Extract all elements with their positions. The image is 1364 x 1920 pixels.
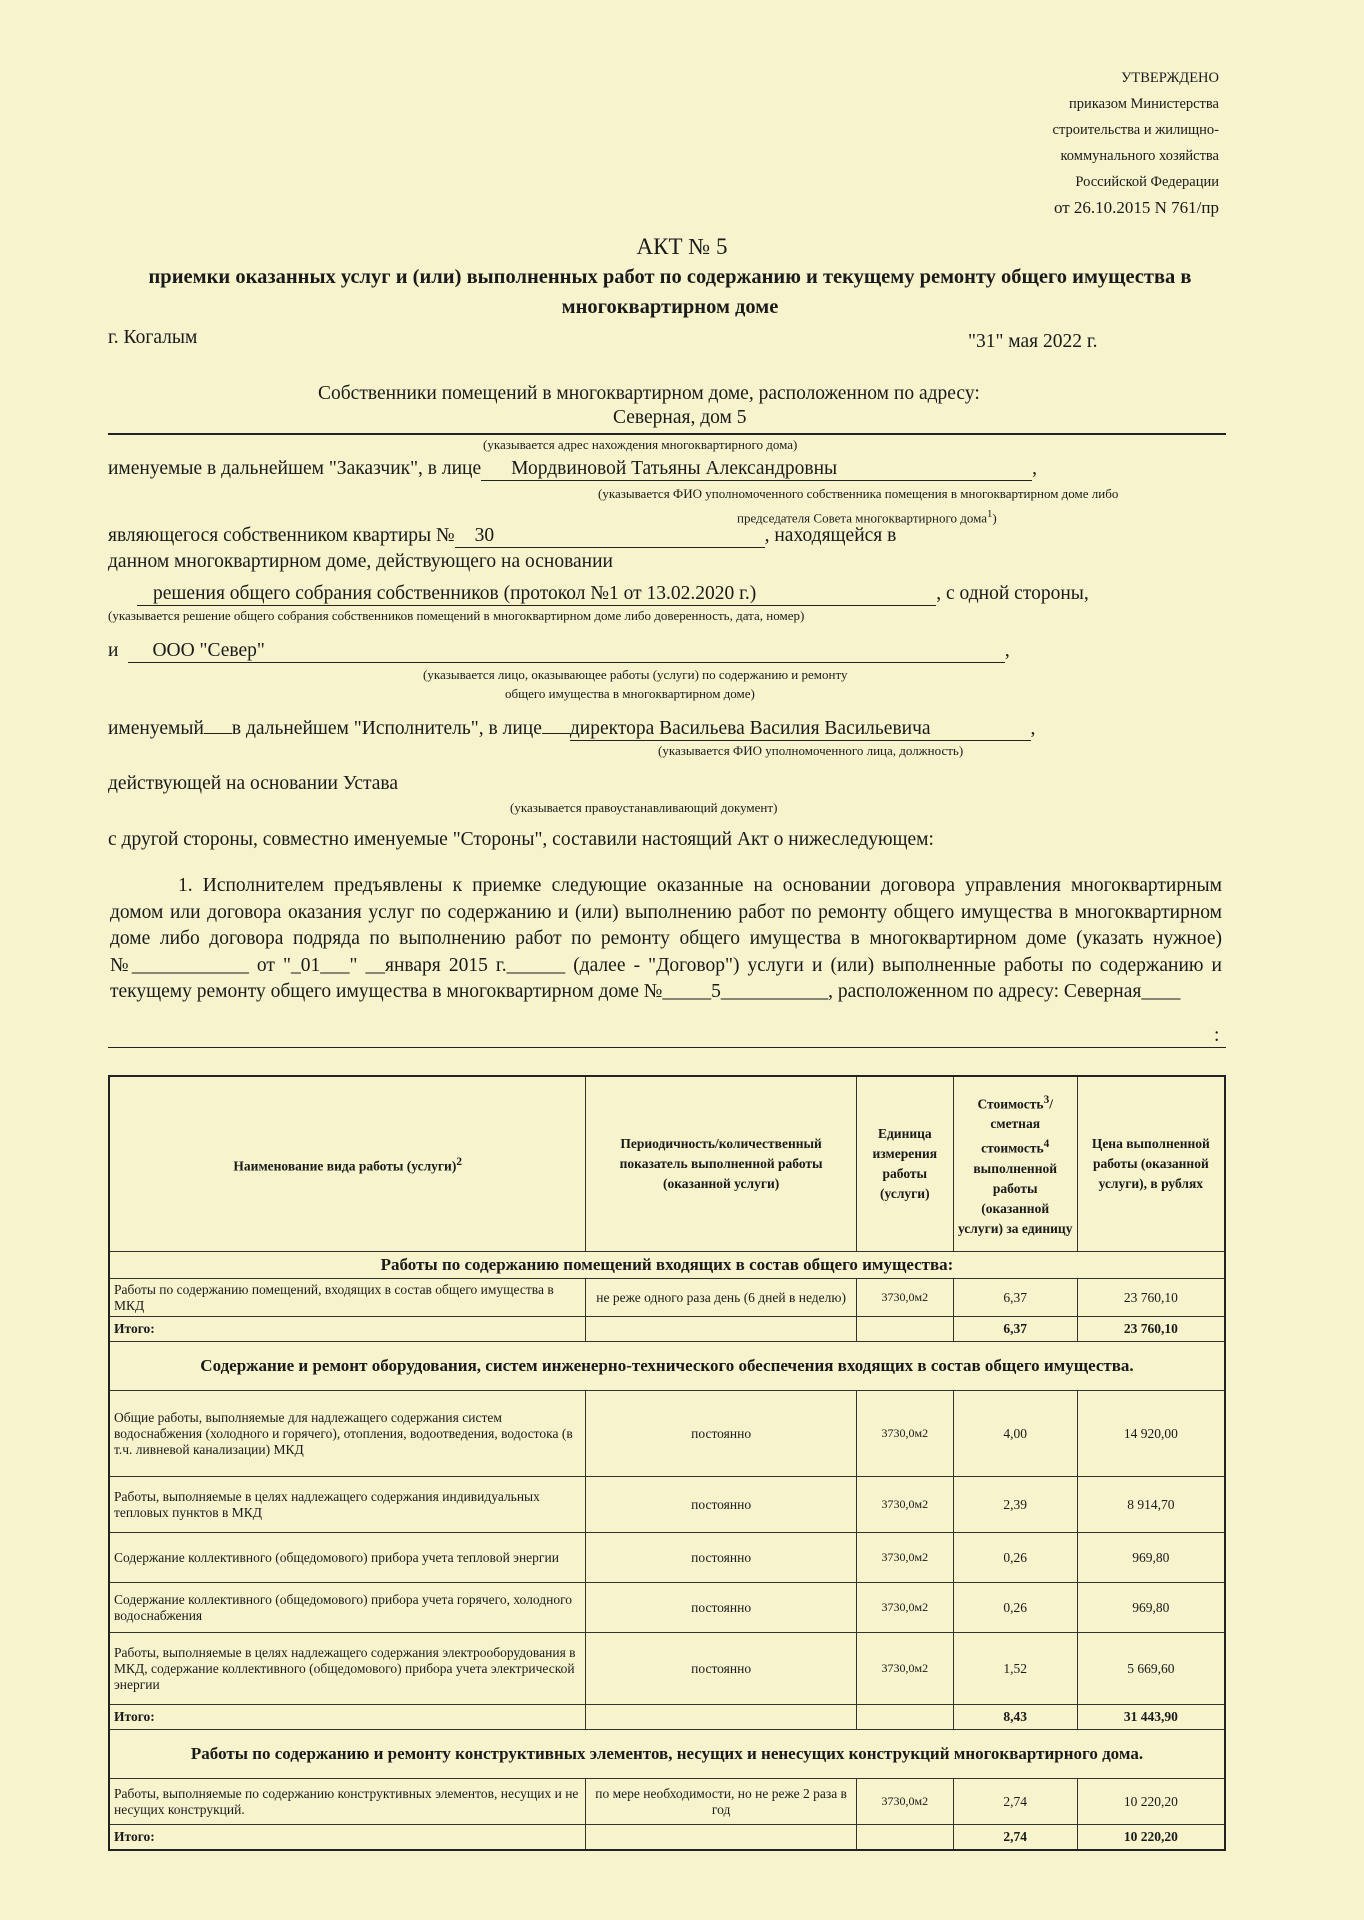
footnote-ref: 2 bbox=[456, 1155, 462, 1168]
contractor-prefix: именуемый bbox=[108, 718, 204, 739]
customer-basis bbox=[137, 583, 936, 606]
address-continuation-line bbox=[108, 1047, 1226, 1048]
customer-hint-1: (указывается ФИО уполномоченного собственника помещения в многоквартирном доме либо bbox=[598, 486, 1119, 501]
apartment-number bbox=[455, 525, 765, 548]
customer-hint-2-text: председателя Совета многоквартирного дома bbox=[737, 510, 987, 526]
act-title: АКТ № 5 bbox=[636, 234, 728, 259]
cell-name: Содержание коллективного (общедомового) прибора учета тепловой энергии bbox=[109, 1533, 586, 1583]
paragraph-1: 1. Исполнителем предъявлены к приемке следующие оказанные на основании договора управления многоквартирным домом или договора оказания услуг по содержанию и (или) выполнению работ по ремонту общего имущества в многоквартирном доме либо договора подряда по выполнению работ по ремонту общего имущества в многоквартирном доме (указать нужное) №____________ от "_01___" __января 2015 г.______ (далее - "Договор") услуги и (или) выполненные работы по содержанию и текущему ремонту общего имущества в многоквартирном доме №_____5___________, расположенном по адресу: Северная____ bbox=[110, 875, 1222, 1002]
apartment-suffix: , находящейся в bbox=[764, 525, 897, 546]
section-row bbox=[109, 1730, 1225, 1779]
cell-unit: 3730,0м2 bbox=[856, 1633, 953, 1705]
total-label: Итого: bbox=[109, 1705, 586, 1730]
cell-unit: 3730,0м2 bbox=[856, 1391, 953, 1477]
contractor-person-hint: (указывается ФИО уполномоченного лица, должность) bbox=[658, 743, 964, 758]
table-row bbox=[109, 1633, 1225, 1705]
cell-price: 10 220,20 bbox=[1077, 1779, 1225, 1825]
approval-line: от 26.10.2015 N 761/пр bbox=[1053, 198, 1219, 217]
cell-unit: 3730,0м2 bbox=[856, 1533, 953, 1583]
total-label: Итого: bbox=[109, 1825, 586, 1851]
cell-frequency: по мере необходимости, но не реже 2 раза в год bbox=[586, 1779, 856, 1825]
header-unit: Единица измерения работы (услуги) bbox=[856, 1076, 953, 1252]
contractor-org-text: ООО "Север" bbox=[152, 640, 265, 661]
table-header-row bbox=[109, 1076, 1225, 1252]
section-row bbox=[109, 1342, 1225, 1391]
contractor-basis-hint: (указывается правоустанавливающий документ) bbox=[510, 800, 778, 815]
contractor-person-text: директора Васильева Василия Васильевича bbox=[569, 718, 931, 739]
header-cost-b: /сметная стоимость bbox=[981, 1096, 1053, 1156]
table-row bbox=[109, 1533, 1225, 1583]
table-row bbox=[109, 1279, 1225, 1317]
customer-line: именуемые в дальнейшем "Заказчик", в лице Мордвиновой Татьяны Александровны , bbox=[108, 458, 1037, 479]
customer-basis-line bbox=[137, 583, 1089, 606]
basis-line: данном многоквартирном доме, действующего на основании bbox=[108, 551, 613, 572]
total-cost: 2,74 bbox=[953, 1825, 1077, 1851]
cell-price: 5 669,60 bbox=[1077, 1633, 1225, 1705]
approval-line: коммунального хозяйства bbox=[1060, 148, 1219, 164]
header-frequency: Периодичность/количественный показатель выполненной работы (оказанной услуги) bbox=[586, 1076, 856, 1252]
section-title: Работы по содержанию помещений входящих в состав общего имущества: bbox=[109, 1252, 1225, 1279]
cell-cost: 0,26 bbox=[953, 1583, 1077, 1633]
header-cost-a: Стоимость bbox=[977, 1096, 1044, 1111]
cell-frequency: постоянно bbox=[586, 1391, 856, 1477]
contractor-hint-2: общего имущества в многоквартирном доме) bbox=[505, 686, 755, 701]
footnote-ref: 1 bbox=[986, 508, 993, 520]
cell-price: 23 760,10 bbox=[1077, 1279, 1225, 1317]
cell-price: 8 914,70 bbox=[1077, 1477, 1225, 1533]
total-row bbox=[109, 1705, 1225, 1730]
customer-prefix: именуемые в дальнейшем "Заказчик", в лице bbox=[108, 458, 482, 479]
cell-name: Работы, выполняемые по содержанию конструктивных элементов, несущих и не несущих конструкций. bbox=[109, 1779, 586, 1825]
section-title: Содержание и ремонт оборудования, систем инженерно-технического обеспечения входящих в состав общего имущества. bbox=[109, 1342, 1225, 1391]
cell-frequency: не реже одного раза день (6 дней в неделю) bbox=[586, 1279, 856, 1317]
cell-frequency: постоянно bbox=[586, 1583, 856, 1633]
customer-side: , с одной стороны, bbox=[936, 583, 1089, 604]
footnote-ref: 3 bbox=[1043, 1093, 1050, 1106]
customer-hint-2-end: ) bbox=[992, 510, 997, 526]
cell-unit: 3730,0м2 bbox=[856, 1583, 953, 1633]
contractor-org bbox=[128, 640, 1004, 663]
header-price: Цена выполненной работы (оказанной услуги), в рублях bbox=[1077, 1076, 1225, 1252]
customer-basis-text: решения общего собрания собственников (протокол №1 от 13.02.2020 г.) bbox=[153, 583, 757, 604]
cell-price: 969,80 bbox=[1077, 1583, 1225, 1633]
apartment-prefix: являющегося собственником квартиры № bbox=[108, 525, 455, 546]
cell-frequency: постоянно bbox=[586, 1633, 856, 1705]
approval-line: строительства и жилищно- bbox=[1052, 122, 1219, 138]
other-side-line: с другой стороны, совместно именуемые "Стороны", составили настоящий Акт о нижеследующем: bbox=[108, 829, 934, 850]
cell-cost: 0,26 bbox=[953, 1533, 1077, 1583]
cell-name: Работы, выполняемые в целях надлежащего содержания индивидуальных тепловых пунктов в МКД bbox=[109, 1477, 586, 1533]
header-name bbox=[109, 1076, 586, 1252]
table-row bbox=[109, 1583, 1225, 1633]
approval-line: УТВЕРЖДЕНО bbox=[1121, 70, 1219, 86]
cell-price: 14 920,00 bbox=[1077, 1391, 1225, 1477]
cell-cost: 4,00 bbox=[953, 1391, 1077, 1477]
cell-name: Общие работы, выполняемые для надлежащего содержания систем водоснабжения (холодного и горячего), отопления, водоотведения, водостока (в т.ч. ливневой канализации) МКД bbox=[109, 1391, 586, 1477]
cell-frequency: постоянно bbox=[586, 1533, 856, 1583]
cell-name: Работы по содержанию помещений, входящих в состав общего имущества в МКД bbox=[109, 1279, 586, 1317]
footnote-ref: 4 bbox=[1043, 1138, 1050, 1150]
cell-frequency: постоянно bbox=[586, 1477, 856, 1533]
table-row bbox=[109, 1779, 1225, 1825]
contractor-hint-1: (указывается лицо, оказывающее работы (услуги) по содержанию и ремонту bbox=[423, 667, 848, 682]
cell-cost: 6,37 bbox=[953, 1279, 1077, 1317]
apartment-line bbox=[108, 525, 896, 548]
total-price: 31 443,90 bbox=[1077, 1705, 1225, 1730]
header-name-text: Наименование вида работы (услуги) bbox=[233, 1158, 457, 1174]
act-date: "31" мая 2022 г. bbox=[968, 331, 1098, 352]
cell-cost: 2,39 bbox=[953, 1477, 1077, 1533]
contractor-basis: действующей на основании Устава bbox=[108, 773, 398, 794]
header-cost bbox=[953, 1076, 1077, 1252]
act-subtitle: приемки оказанных услуг и (или) выполненных работ по содержанию и текущему ремонту общего имущества в многоквартирном доме bbox=[148, 266, 1192, 318]
address-value: Северная, дом 5 bbox=[613, 407, 747, 428]
table-row bbox=[109, 1391, 1225, 1477]
apartment-number-text: 30 bbox=[474, 525, 495, 546]
contractor-person bbox=[570, 718, 1031, 741]
colon: : bbox=[1214, 1025, 1220, 1046]
cell-unit: 3730,0м2 bbox=[856, 1477, 953, 1533]
total-row bbox=[109, 1317, 1225, 1342]
address-underline bbox=[108, 433, 1226, 435]
cell-unit: 3730,0м2 bbox=[856, 1779, 953, 1825]
cell-cost: 2,74 bbox=[953, 1779, 1077, 1825]
cell-unit: 3730,0м2 bbox=[856, 1279, 953, 1317]
total-row bbox=[109, 1825, 1225, 1851]
total-cost: 6,37 bbox=[953, 1317, 1077, 1342]
approval-stamp bbox=[1053, 65, 1219, 221]
approval-line: Российской Федерации bbox=[1075, 174, 1219, 190]
contractor-mid: в дальнейшем "Исполнитель", в лице bbox=[231, 718, 542, 739]
cell-price: 969,80 bbox=[1077, 1533, 1225, 1583]
contractor-and: и bbox=[108, 640, 119, 661]
basis-hint: (указывается решение общего собрания собственников помещений в многоквартирном доме либо доверенность, дата, номер) bbox=[108, 608, 805, 623]
total-label: Итого: bbox=[109, 1317, 586, 1342]
contractor-line: и ООО "Север" , bbox=[108, 640, 1010, 661]
works-table bbox=[108, 1075, 1226, 1851]
total-cost: 8,43 bbox=[953, 1705, 1077, 1730]
address-hint: (указывается адрес нахождения многоквартирного дома) bbox=[483, 437, 798, 452]
cell-name: Работы, выполняемые в целях надлежащего содержания электрооборудования в МКД, содержание коллективного (общедомового) прибора учета электрической энергии bbox=[109, 1633, 586, 1705]
cell-name: Содержание коллективного (общедомового) прибора учета горячего, холодного водоснабжения bbox=[109, 1583, 586, 1633]
customer-name bbox=[481, 458, 1032, 481]
city: г. Когалым bbox=[108, 327, 198, 348]
contractor-person-line: именуемый в дальнейшем "Исполнитель", в лице директора Васильева Василия Васильевича , bbox=[108, 718, 1036, 739]
total-price: 10 220,20 bbox=[1077, 1825, 1225, 1851]
customer-hint-2 bbox=[737, 508, 997, 526]
customer-name-text: Мордвиновой Татьяны Александровны bbox=[511, 458, 838, 479]
header-cost-c: выполненной работы (оказанной услуги) за единицу bbox=[957, 1160, 1073, 1236]
cell-cost: 1,52 bbox=[953, 1633, 1077, 1705]
total-price: 23 760,10 bbox=[1077, 1317, 1225, 1342]
section-title: Работы по содержанию и ремонту конструктивных элементов, несущих и ненесущих конструкций многоквартирного дома. bbox=[109, 1730, 1225, 1779]
section-row bbox=[109, 1252, 1225, 1279]
owners-line: Собственники помещений в многоквартирном доме, расположенном по адресу: bbox=[318, 383, 980, 404]
approval-line: приказом Министерства bbox=[1069, 96, 1219, 112]
table-row bbox=[109, 1477, 1225, 1533]
